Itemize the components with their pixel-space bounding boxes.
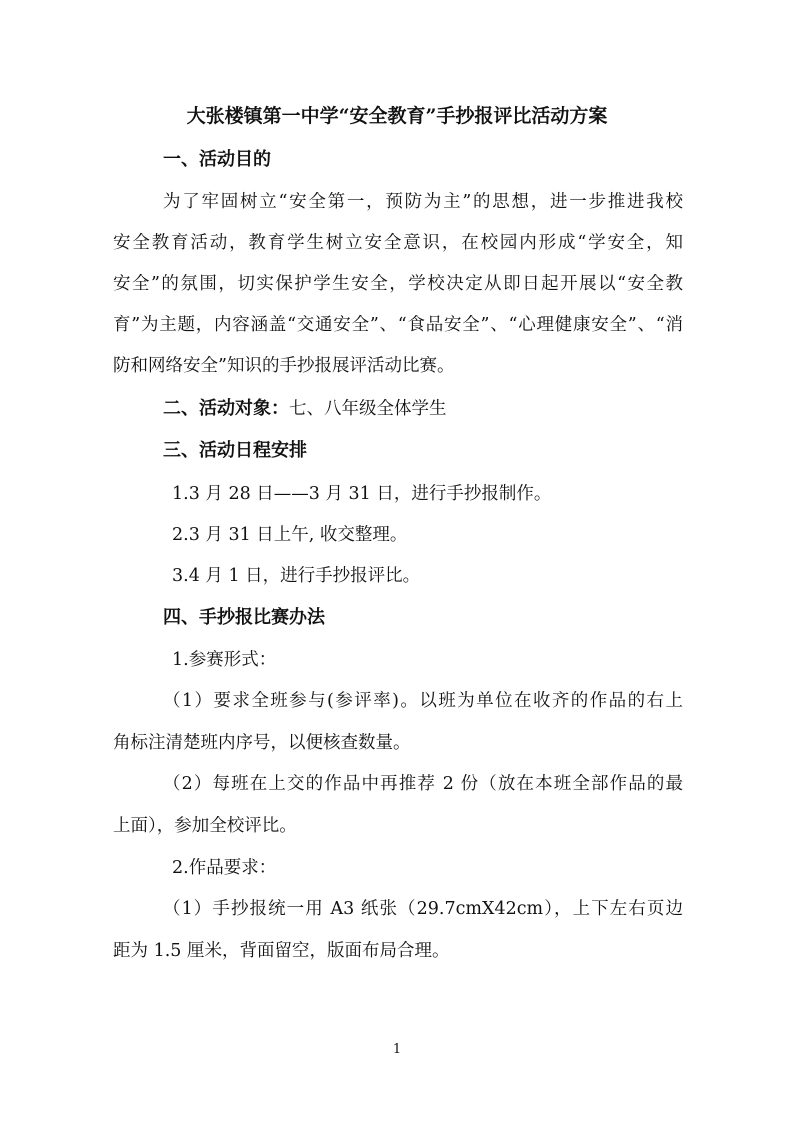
schedule-item: 2.3 月 31 日上午, 收交整理。 [172,525,408,545]
paragraph-line: （1）要求全班参与(参评率)。以班为单位在收齐的作品的右上 [163,691,683,711]
paragraph-line: 角标注清楚班内序号，以便核查数量。 [113,733,411,753]
page-number: 1 [392,1042,402,1057]
paragraph-line: （1）手抄报统一用 A3 纸张（29.7cmX42cm），上下左右页边 [163,899,683,919]
paragraph-line: 为了牢固树立“安全第一，预防为主”的思想，进一步推进我校 [163,192,683,212]
paragraph-line: （2）每班在上交的作品中再推荐 2 份（放在本班全部作品的最 [163,774,683,794]
subsection-label: 1.参赛形式： [172,650,277,670]
paragraph-line: 育”为主题，内容涵盖“交通安全”、“食品安全”、“心理健康安全”、“消 [113,315,683,335]
paragraph-line: 上面），参加全校评比。 [113,816,297,836]
section-target-value: 七、八年级全体学生 [289,399,447,419]
schedule-item: 3.4 月 1 日，进行手抄报评比。 [172,566,421,586]
subsection-label: 2.作品要求： [172,858,277,878]
section-heading-target-row [163,397,733,421]
paragraph-line: 安全”的氛围，切实保护学生安全，学校决定从即日起开展以“安全教 [113,274,683,294]
section-heading-target: 二、活动对象： [163,398,289,419]
paragraph-line: 距为 1.5 厘米，背面留空，版面布局合理。 [113,941,450,961]
schedule-item: 1.3 月 28 日——3 月 31 日，进行手抄报制作。 [172,484,552,504]
paragraph-line: 防和网络安全”知识的手抄报展评活动比赛。 [113,356,455,376]
section-heading-schedule: 三、活动日程安排 [163,440,307,461]
document-title: 大张楼镇第一中学“安全教育”手抄报评比活动方案 [186,105,608,127]
section-heading-rules: 四、手抄报比赛办法 [163,607,325,628]
section-heading-purpose: 一、活动目的 [163,149,271,170]
paragraph-line: 安全教育活动，教育学生树立安全意识，在校园内形成“学安全，知 [113,233,683,253]
